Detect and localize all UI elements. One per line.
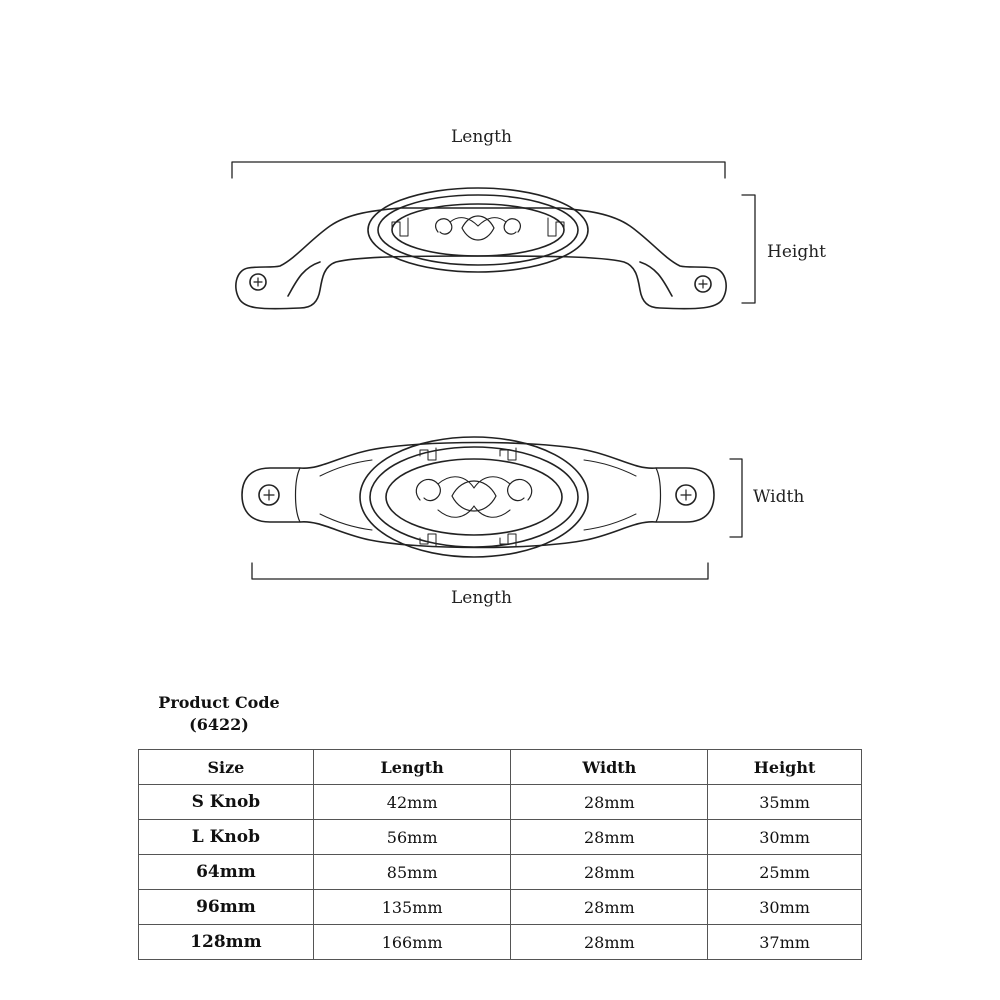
header-size: Size: [139, 750, 314, 785]
cell-size: 128mm: [139, 925, 314, 960]
table-row: [139, 855, 862, 890]
cell-width: 28mm: [511, 820, 708, 855]
width-label: Width: [753, 487, 805, 507]
table-row: [139, 785, 862, 820]
cell-size: L Knob: [139, 820, 314, 855]
header-length: Length: [313, 750, 511, 785]
length-label-top: Length: [451, 127, 512, 147]
table-row: [139, 925, 862, 960]
cell-height: 30mm: [708, 890, 862, 925]
table-row: [139, 820, 862, 855]
cell-length: 166mm: [313, 925, 511, 960]
cell-height: 25mm: [708, 855, 862, 890]
cell-height: 30mm: [708, 820, 862, 855]
top-view-oval: [360, 437, 588, 557]
height-label: Height: [767, 242, 826, 262]
width-dimension-line: [730, 459, 742, 537]
spec-table: [138, 749, 862, 960]
cell-size: S Knob: [139, 785, 314, 820]
cell-height: 37mm: [708, 925, 862, 960]
product-code-title: Product Code: [158, 693, 280, 712]
side-view-handle: [236, 188, 726, 309]
cell-length: 85mm: [313, 855, 511, 890]
cell-width: 28mm: [511, 855, 708, 890]
cell-size: 96mm: [139, 890, 314, 925]
cell-length: 135mm: [313, 890, 511, 925]
cell-length: 56mm: [313, 820, 511, 855]
cell-width: 28mm: [511, 785, 708, 820]
cell-width: 28mm: [511, 890, 708, 925]
side-view-oval: [368, 188, 588, 272]
length-dimension-line-bottom: [252, 563, 708, 579]
product-code-block: [138, 692, 300, 736]
top-view-handle: [242, 437, 714, 557]
cell-length: 42mm: [313, 785, 511, 820]
length-label-bottom: Length: [451, 588, 512, 608]
length-dimension-line-top: [232, 162, 725, 178]
height-dimension-line: [742, 195, 755, 303]
cell-width: 28mm: [511, 925, 708, 960]
cell-size: 64mm: [139, 855, 314, 890]
product-code-value: (6422): [189, 715, 249, 734]
cell-height: 35mm: [708, 785, 862, 820]
header-width: Width: [511, 750, 708, 785]
table-header-row: [139, 750, 862, 785]
header-height: Height: [708, 750, 862, 785]
table-row: [139, 890, 862, 925]
